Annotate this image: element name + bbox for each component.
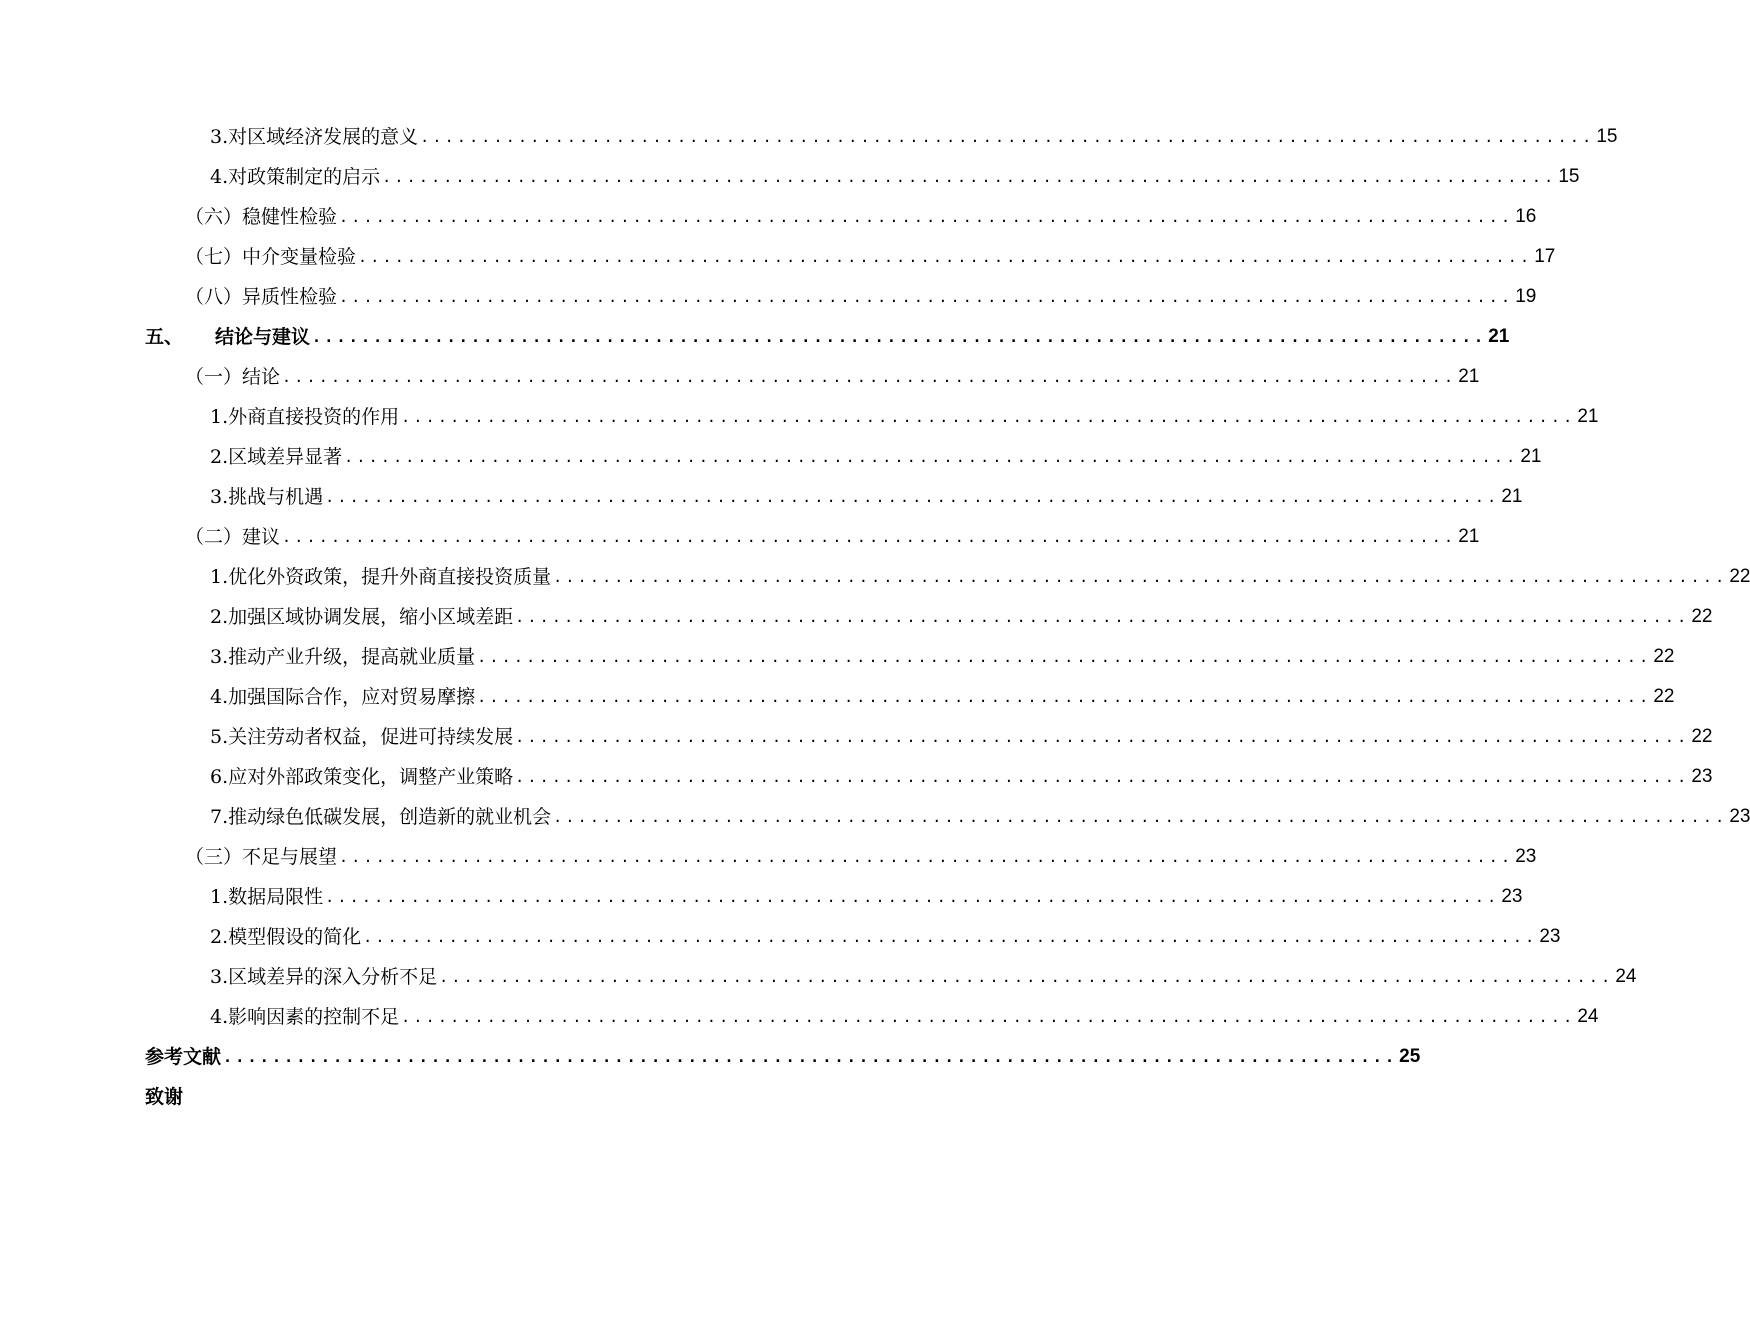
toc-entry-page: 16 xyxy=(1515,206,1537,227)
toc-entry-page: 23 xyxy=(1539,926,1561,947)
toc-entry-page: 23 xyxy=(1729,806,1750,827)
toc-entry-title: 对区域经济发展的意义 xyxy=(228,126,419,148)
toc-entry-number: 1. xyxy=(210,886,229,908)
toc-dot-leader: ................................................................................................ xyxy=(420,128,1595,146)
toc-entry-title: 致谢 xyxy=(145,1086,184,1108)
toc-entry-number: 4. xyxy=(210,686,229,708)
toc-dot-leader: ................................................................................................ xyxy=(339,848,1514,866)
toc-entry-title: 模型假设的简化 xyxy=(228,926,362,948)
toc-entry-title: 区域差异显著 xyxy=(228,446,343,468)
toc-entry-number: 2. xyxy=(210,606,229,628)
toc-entry-number: 1. xyxy=(210,566,229,588)
toc-dot-leader: ................................................................................................ xyxy=(363,928,1538,946)
toc-entry-number: （三） xyxy=(185,846,243,868)
toc-entry[interactable] xyxy=(210,556,1750,596)
toc-entry[interactable] xyxy=(210,436,1542,476)
toc-entry-title: 参考文献 xyxy=(145,1046,222,1068)
toc-dot-leader: ................................................................................................ xyxy=(339,208,1514,226)
toc-entry-title: 应对外部政策变化，调整产业策略 xyxy=(228,766,514,788)
toc-entry-title: 稳健性检验 xyxy=(242,206,338,228)
toc-entry-page: 22 xyxy=(1691,726,1713,747)
toc-entry-page: 21 xyxy=(1458,366,1480,387)
toc-entry[interactable] xyxy=(210,156,1580,196)
toc-dot-leader: ................................................................................................ xyxy=(553,568,1728,586)
toc-entry-number: 3. xyxy=(210,486,229,508)
toc-dot-leader: ................................................................................................ xyxy=(325,488,1500,506)
toc-entry-title: 数据局限性 xyxy=(228,886,324,908)
toc-entry-title: 结论 xyxy=(242,366,281,388)
toc-entry[interactable] xyxy=(210,756,1713,796)
toc-entry-title: 推动产业升级，提高就业质量 xyxy=(228,646,476,668)
toc-entry-page: 17 xyxy=(1534,246,1556,267)
toc-entry[interactable] xyxy=(210,476,1523,516)
toc-entry-page: 15 xyxy=(1558,166,1580,187)
toc-entry-page: 21 xyxy=(1458,526,1480,547)
toc-chapter-entry[interactable] xyxy=(145,316,1510,356)
toc-entry-title: 不足与展望 xyxy=(242,846,338,868)
toc-entry-number: （一） xyxy=(185,366,243,388)
toc-entry-title: 结论与建议 xyxy=(215,326,311,348)
toc-dot-leader: ................................................................................................ xyxy=(401,408,1576,426)
toc-entry-page: 22 xyxy=(1729,566,1750,587)
toc-dot-leader: ................................................................................................ xyxy=(223,1048,1398,1066)
toc-entry-title: 建议 xyxy=(242,526,281,548)
toc-entry[interactable] xyxy=(210,716,1713,756)
toc-entry[interactable] xyxy=(210,996,1599,1036)
toc-entry-number: 1. xyxy=(210,406,229,428)
toc-entry-number: （六） xyxy=(185,206,243,228)
toc-entry-number: 5. xyxy=(210,726,229,748)
toc-entry-page: 21 xyxy=(1501,486,1523,507)
toc-entry-title: 优化外资政策，提升外商直接投资质量 xyxy=(228,566,552,588)
toc-entry[interactable] xyxy=(210,636,1675,676)
toc-entry-number: 3. xyxy=(210,126,229,148)
toc-entry-title: 推动绿色低碳发展，创造新的就业机会 xyxy=(228,806,552,828)
toc-entry[interactable] xyxy=(185,356,1480,396)
toc-entry-page: 23 xyxy=(1501,886,1523,907)
toc-entry-page: 23 xyxy=(1691,766,1713,787)
toc-entry-number: 五、 xyxy=(145,326,184,348)
toc-entry-number: 2. xyxy=(210,926,229,948)
toc-entry-title: 加强区域协调发展，缩小区域差距 xyxy=(228,606,514,628)
toc-entry[interactable] xyxy=(210,876,1523,916)
toc-dot-leader: ................................................................................................ xyxy=(382,168,1557,186)
toc-dot-leader: ................................................................................................ xyxy=(515,768,1690,786)
toc-dot-leader: ................................................................................................ xyxy=(515,728,1690,746)
toc-entry-number: （七） xyxy=(185,246,243,268)
toc-dot-leader: ................................................................................................ xyxy=(325,888,1500,906)
toc-entry-title: 对政策制定的启示 xyxy=(228,166,381,188)
toc-entry[interactable] xyxy=(210,956,1637,996)
toc-entry-page: 22 xyxy=(1653,646,1675,667)
toc-entry-number: （二） xyxy=(185,526,243,548)
toc-entry-page: 21 xyxy=(1577,406,1599,427)
toc-dot-leader: ................................................................................................ xyxy=(358,248,1533,266)
toc-entry-page: 22 xyxy=(1653,686,1675,707)
toc-entry-number: 6. xyxy=(210,766,229,788)
toc-entry-number: 4. xyxy=(210,166,229,188)
toc-entry-page: 21 xyxy=(1520,446,1542,467)
toc-dot-leader: ................................................................................................ xyxy=(282,368,1457,386)
toc-entry-title: 外商直接投资的作用 xyxy=(228,406,400,428)
toc-dot-leader: ................................................................................................ xyxy=(401,1008,1576,1026)
toc-entry-page: 22 xyxy=(1691,606,1713,627)
toc-dot-leader: ................................................................................................ xyxy=(282,528,1457,546)
toc-entry-page: 21 xyxy=(1488,326,1510,347)
toc-dot-leader: ................................................................................................ xyxy=(339,288,1514,306)
toc-dot-leader: ................................................................................................ xyxy=(439,968,1614,986)
toc-entry-title: 异质性检验 xyxy=(242,286,338,308)
toc-dot-leader: ................................................................................................ xyxy=(553,808,1728,826)
toc-entry-page: 25 xyxy=(1399,1046,1421,1067)
toc-entry[interactable] xyxy=(185,836,1537,876)
toc-entry-number: 7. xyxy=(210,806,229,828)
toc-entry-page: 15 xyxy=(1596,126,1618,147)
toc-chapter-entry[interactable] xyxy=(145,1036,1421,1076)
toc-dot-leader: ................................................................................................ xyxy=(477,648,1652,666)
toc-entry[interactable] xyxy=(185,196,1537,236)
toc-entry-number: （八） xyxy=(185,286,243,308)
toc-chapter-entry[interactable] xyxy=(145,1076,837,1116)
toc-dot-leader: ................................................................................................ xyxy=(515,608,1690,626)
toc-entry[interactable] xyxy=(210,116,1618,156)
toc-entry-number: 2. xyxy=(210,446,229,468)
toc-entry-title: 关注劳动者权益，促进可持续发展 xyxy=(228,726,514,748)
toc-entry-page: 19 xyxy=(1515,286,1537,307)
toc-entry-page: 24 xyxy=(1615,966,1637,987)
toc-entry[interactable] xyxy=(210,396,1599,436)
toc-entry[interactable] xyxy=(185,236,1556,276)
table-of-contents xyxy=(0,116,1750,1116)
toc-entry[interactable] xyxy=(210,916,1561,956)
toc-entry-title: 挑战与机遇 xyxy=(228,486,324,508)
toc-entry-number: 3. xyxy=(210,966,229,988)
toc-entry-page: 24 xyxy=(1577,1006,1599,1027)
toc-dot-leader: ................................................................................................ xyxy=(312,328,1487,346)
toc-entry-page: 23 xyxy=(1515,846,1537,867)
toc-dot-leader: ................................................................................................ xyxy=(344,448,1519,466)
toc-entry[interactable] xyxy=(210,596,1713,636)
toc-entry[interactable] xyxy=(210,796,1750,836)
toc-entry-number: 3. xyxy=(210,646,229,668)
toc-entry-title: 区域差异的深入分析不足 xyxy=(228,966,438,988)
toc-entry-title: 影响因素的控制不足 xyxy=(228,1006,400,1028)
toc-entry[interactable] xyxy=(210,676,1675,716)
toc-entry[interactable] xyxy=(185,276,1537,316)
toc-entry-title: 中介变量检验 xyxy=(242,246,357,268)
toc-entry-title: 加强国际合作，应对贸易摩擦 xyxy=(228,686,476,708)
toc-dot-leader: ................................................................................................ xyxy=(477,688,1652,706)
toc-entry[interactable] xyxy=(185,516,1480,556)
toc-entry-number: 4. xyxy=(210,1006,229,1028)
